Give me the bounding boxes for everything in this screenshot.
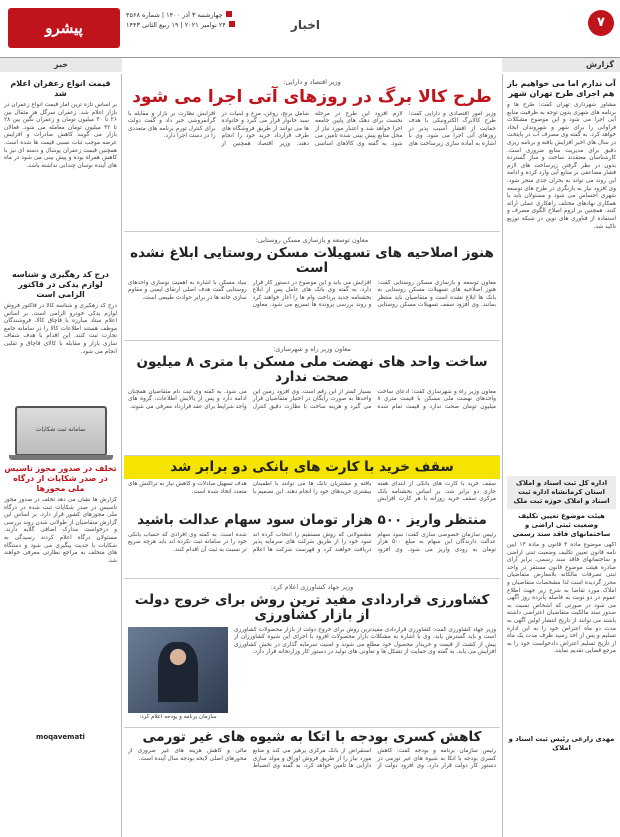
issue-date-gregorian: ۲۴ نوامبر ۲۰۲۱ | ۱۹ ربیع الثانی ۱۴۴۳ — [126, 21, 226, 29]
permits-headline: تخلف در صدور مجوز تاسیس در صدر شکایات از درگاه ملی مجوزها — [4, 464, 117, 493]
right-column-body: مشاور شهرداری تهران گفت: طرح ها و برنامه های شهری بدون توجه به ظرفیت منابع آبی اجرا می شود و این موضوع مشکلات فراوانی را برای شهر و شهروندان ایجاد خواهد کرد. به گفته وی مصرف آب در پایتخت در سال های اخیر افزایش یافته و برنامه ریزی دقیق برای مدیریت منابع ضروری است. کارشناسان معتقدند ساخت و ساز گسترده بدون در نظر گرفتن زیرساخت های لازم فشار مضاعفی بر منابع آبی وارد کرده و ادامه این روند می تواند به بحران جدی منجر شود. وی افزود نیاز به بازنگری در طرح های توسعه شهری احساس می شود و مسئولان باید با همکاری نهادهای مختلف راهکاری عملی ارائه کنند. همچنین بر لزوم اصلاح الگوی مصرف و استفاده از فناوری های نوین در شبکه توزیع تاکید شد. — [507, 102, 616, 230]
laptop-screen-text: سامانه ثبت شکایات — [35, 426, 86, 433]
article-headline: کشاورزی قراردادی مفید ترین روش برای خروج دولت از بازار کشاورزی — [134, 591, 490, 624]
person-silhouette — [158, 642, 198, 702]
right-column — [502, 74, 620, 837]
notice-body: آگهی موضوع ماده ۳ قانون و ماده ۱۳ آیین نامه قانون تعیین تکلیف وضعیت ثبتی اراضی و ساختمانهای فاقد سند رسمی. برابر آرای صادره هیئت موضوع قانون مستقر در واحد ثبتی تصرفات مالکانه بلامعارض متقاضیان محرز گردیده است لذا مشخصات متقاضیان و املاک مورد تقاضا به شرح زیر جهت اطلاع عموم در دو نوبت به فاصله پانزده روز آگهی می شود در صورتی که اشخاص نسبت به صدور سند مالکیت متقاضیان اعتراضی داشته باشند می توانند از تاریخ انتشار اولین آگهی به مدت دو ماه اعتراض خود را به این اداره تسلیم و پس از اخذ رسید ظرف مدت یک ماه از تاریخ تسلیم اعتراض دادخواست خود را به مرجع قضایی تقدیم نمایند. — [507, 542, 616, 655]
article-bank-cards — [124, 479, 500, 579]
page-number: ۷ — [588, 10, 614, 36]
article-kicker: وزیر اقتصاد و دارایی: — [283, 78, 341, 86]
article-headline: طرح کالا برگ در روزهای آتی اجرا می شود — [132, 87, 492, 107]
article-body: وزیر امور اقتصادی و دارایی گفت: طرح کالابرگ الکترونیکی با هدف حمایت از اقشار آسیب پذیر در روزهای آتی اجرا می شود. وی با اشاره به آماده سازی زیرساخت های لازم افزود این طرح در مرحله نخست برای دهک های پایین جامعه اجرا خواهد شد و اعتبار مورد نیاز از محل منابع پیش بینی شده تامین می شود. به گفته وی کالاهای اساسی شامل برنج، روغن، مرغ و لبنیات در سبد خانوار قرار می گیرد و خانواده ها می توانند از طریق فروشگاه های طرف قرارداد خرید خود را انجام دهند. وزیر اقتصاد همچنین از افزایش نظارت بر بازار و مقابله با گرانفروشی خبر داد و گفت دولت برای کنترل تورم برنامه های متعددی را در دست اجرا دارد. — [128, 110, 496, 147]
spare-parts-headline: درج کد رهگیری و شناسه لوازم یدکی در فاکتور الزامی است — [11, 270, 110, 299]
red-square-icon — [229, 21, 235, 27]
permits-body: گزارش ها نشان می دهد تخلف در صدور مجوز تاسیس در صدر شکایات ثبت شده در درگاه ملی مجوزهای کشور قرار دارد. بر اساس این گزارش متقاضیان از طولانی شدن روند بررسی و درخواست مدارک اضافی گلایه دارند. مسئولان درگاه اعلام کردند رسیدگی به شکایات با جدیت پیگیری می شود و دستگاه های متخلف به مراجع نظارتی معرفی خواهند شد. — [4, 497, 117, 564]
laptop-illustration — [15, 406, 107, 456]
article-kalabarg — [124, 74, 500, 232]
report-bar: گزارش — [502, 58, 620, 72]
article-body-justice-shares: رئیس سازمان خصوصی سازی گفت: سود سهام عدالت دارندگان این سهام به مبلغ ۵۰۰ هزار تومان به زودی واریز می شود. وی افزود مشمولانی که روش مستقیم را انتخاب کرده اند سود خود را از طریق شرکت های سرمایه پذیر دریافت خواهند کرد و فهرست شرکت ها اعلام شده است. به گفته وی افرادی که حساب بانکی خود را در سامانه ثبت نکرده اند باید هرچه سریع تر نسبت به ثبت آن اقدام کنند. — [128, 531, 496, 553]
masthead — [0, 0, 620, 58]
article-budget-deficit — [124, 728, 500, 811]
article-headline: ساخت واحد های نهضت ملی مسکن با متری ۸ میلیون صحت ندارد — [136, 353, 488, 386]
photo-figure — [128, 627, 228, 725]
footer-site: moqavemati — [36, 733, 85, 741]
article-contract-farming — [124, 579, 500, 728]
notice-heading: هیئت موضوع تعیین تکلیف وضعیت ثبتی اراضی و ساختمانهای فاقد سند رسمی — [512, 512, 611, 538]
article-kicker: معاون توسعه و بازسازی مسکن روستایی: — [255, 235, 369, 244]
article-body: سقف خرید با کارت های بانکی از ابتدای هفته جاری دو برابر شد. بر اساس بخشنامه بانک مرکزی سقف خرید روزانه با هر کارت افزایش یافته و مشتریان بانک ها می توانند با اطمینان بیشتری خریدهای خود را انجام دهند. این تصمیم با هدف تسهیل مبادلات و کاهش نیاز به تراکنش های متعدد اتخاذ شده است. — [128, 481, 496, 503]
saffron-body: بر اساس تازه ترین آمار قیمت انواع زعفران در بازار اعلام شد. زعفران سرگل هر مثقال بین ۲۶ تا ۳۰ میلیون تومان و زعفران نگین بین ۲۸ تا ۳۲ میلیون تومان معامله می شود. فعالان بازار می گویند کاهش صادرات و افزایش عرضه موجب ثبات نسبی قیمت ها شده است. همچنین قیمت زعفران پوشال و دسته ای نیز با کاهش همراه بوده و پیش بینی می شود در ماه های آینده نوسان چندانی نداشته باشد. — [4, 102, 117, 169]
saffron-headline: قیمت انواع زعفران اعلام شد — [10, 79, 111, 98]
article-headline: هنوز اصلاحیه های تسهیلات مسکن روستایی ابلاغ نشده است — [130, 244, 494, 277]
article-bank-cards-band — [124, 456, 500, 480]
right-column-headline: آب ندارم اما می خواهیم باز هم اجرای طرح تهران شهر — [507, 79, 616, 98]
notice-footer: مهدی زارعی رئیس ثبت اسناد و املاک — [508, 735, 615, 752]
article-body: وزیر جهاد کشاورزی گفت: کشاورزی قراردادی مفیدترین روش برای خروج دولت از بازار محصولات کشاورزی است و باید گسترش یابد. وی با اشاره به مشکلات بازار محصولات افزود با اجرای این شیوه کشاورزان از پیش از کشت از قیمت و خریدار محصول خود مطلع می شوند و امنیت سرمایه گذاری در بخش کشاورزی افزایش می یابد. به گفته وی حمایت از تشکل ها و تعاونی های تولید در دستور کار وزارتخانه قرار دارد. — [234, 626, 496, 656]
article-headline-justice-shares: منتظر واریز ۵۰۰ هزار تومان سود سهام عدالت باشید — [137, 512, 487, 529]
article-body: معاون توسعه و بازسازی مسکن روستایی گفت: هنوز اصلاحیه های تسهیلات مسکن روستایی به بانک ها ابلاغ نشده است و متقاضیان باید منتظر بمانند. وی افزود سقف تسهیلات مسکن روستایی افزایش می یابد و این موضوع در دستور کار قرار دارد. به گفته وی بانک های عامل پس از ابلاغ بخشنامه جدید پرداخت وام ها را آغاز خواهند کرد و روند بررسی پرونده ها تسریع می شود. معاون بنیاد مسکن با اشاره به اهمیت نوسازی واحدهای روستایی گفت هدف اصلی ارتقای ایمنی و مقاوم سازی خانه ها در برابر حوادث طبیعی است. — [128, 279, 496, 309]
legal-notice — [507, 476, 616, 509]
spare-parts-body: درج کد رهگیری و شناسه کالا در فاکتور فروش لوازم یدکی خودرو الزامی است. بر اساس اعلام ستاد مبارزه با قاچاق کالا، فروشندگان موظف هستند اطلاعات کالا را در سامانه جامع تجارت ثبت کنند. این اقدام با هدف شفاف سازی بازار و مقابله با کالای قاچاق و تقلبی انجام می شود. — [4, 303, 117, 355]
minister-photo — [128, 627, 228, 713]
issue-info — [126, 10, 235, 30]
left-column — [0, 74, 122, 837]
newspaper-logo: پیشرو — [8, 8, 120, 48]
main-area — [124, 74, 500, 837]
article-kicker: معاون وزیر راه و شهرسازی: — [273, 344, 351, 353]
article-headline: سقف خرید با کارت های بانکی دو برابر شد — [170, 458, 454, 475]
section-title: اخبار — [290, 18, 320, 32]
article-national-housing — [124, 341, 500, 456]
red-square-icon — [226, 11, 232, 17]
issue-date-persian: چهارشنبه ۳ آذر ۱۴۰۰ | شماره ۴۵۶۸ — [126, 11, 223, 19]
article-rural-housing — [124, 232, 500, 341]
photo-caption: سازمان برنامه و بودجه اعلام کرد: — [139, 713, 217, 720]
article-body: معاون وزیر راه و شهرسازی گفت: ادعای ساخت واحدهای نهضت ملی مسکن با قیمت متری ۸ میلیون تومان صحت ندارد و قیمت تمام شده بسیار کمتر از این رقم است. وی افزود زمین این واحدها به صورت رایگان در اختیار متقاضیان قرار می گیرد و هزینه ساخت با نظارت دقیق کنترل می شود. به گفته وی ثبت نام متقاضیان همچنان ادامه دارد و پس از پالایش اطلاعات، گروه های واجد شرایط برای عقد قرارداد معرفی می شوند. — [128, 388, 496, 410]
notice-title: اداره کل ثبت اسناد و املاک استان کرمانشاه اداره ثبت اسناد و املاک حوزه ثبت ملک — [513, 479, 610, 505]
article-headline: کاهش کسری بودجه با اتکا به شیوه های غیر تورمی — [142, 728, 482, 745]
article-kicker: وزیر جهاد کشاورزی اعلام کرد: — [270, 582, 354, 591]
news-bar: خبر — [0, 58, 122, 72]
article-body: رئیس سازمان برنامه و بودجه گفت: کاهش کسری بودجه با اتکا به شیوه های غیر تورمی در دستور کار دولت قرار دارد. وی افزود دولت از استقراض از بانک مرکزی پرهیز می کند و منابع مورد نیاز را از طریق فروش اوراق و مولد سازی دارایی ها تامین خواهد کرد. به گفته وی انضباط مالی و کاهش هزینه های غیر ضروری از محورهای اصلی لایحه بودجه سال آینده است. — [128, 748, 496, 770]
article-content — [128, 627, 496, 725]
